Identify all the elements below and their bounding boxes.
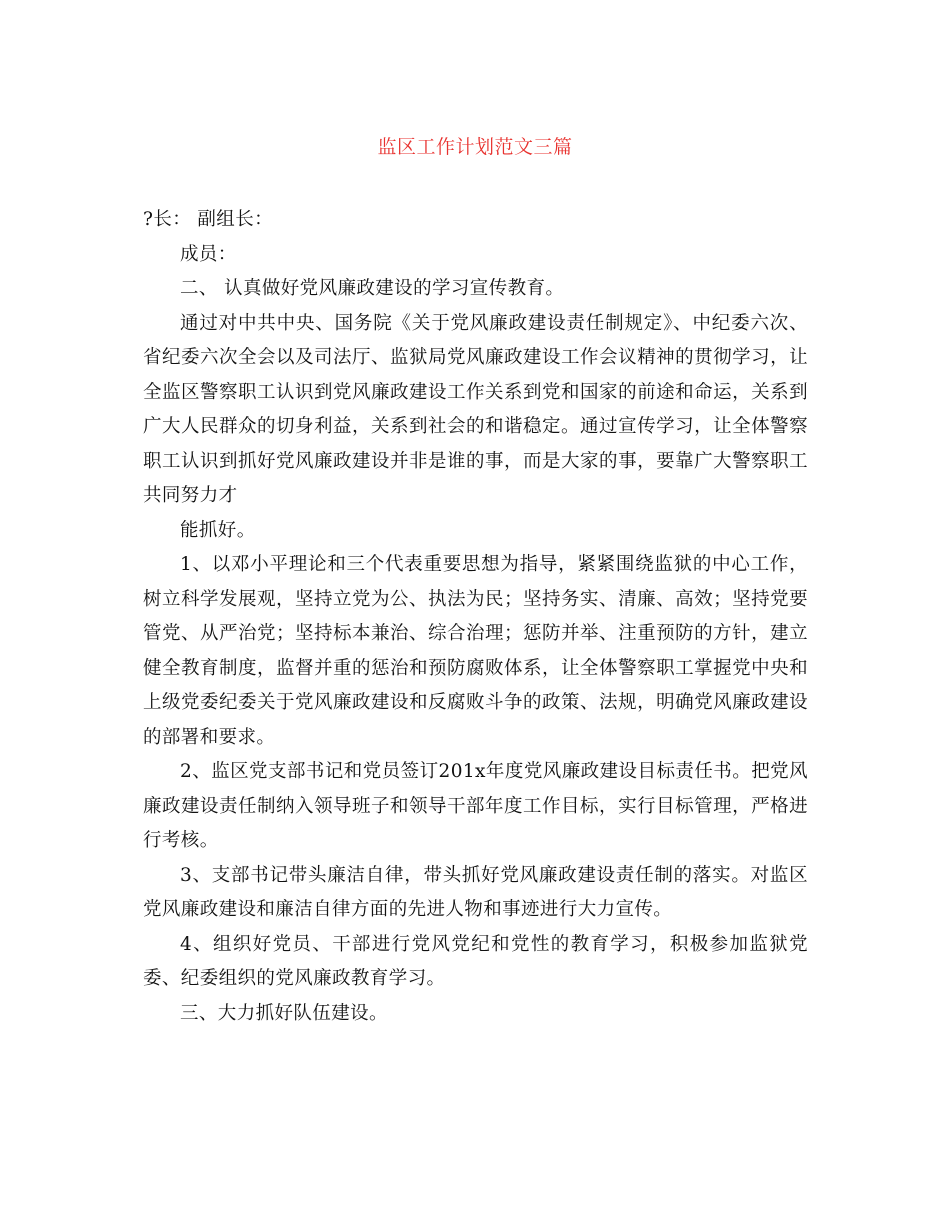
paragraph-leader: ?长： 副组长： xyxy=(143,209,273,230)
document-title: 监区工作计划范文三篇 xyxy=(377,136,573,158)
paragraph-item-1: 1、以邓小平理论和三个代表重要思想为指导，紧紧围绕监狱的中心工作，树立科学发展观，坚持立党为公、执法为民；坚持务实、清廉、高效；坚持党要管党、从严治党；坚持标本兼治、综合治理；惩防并举、注重预防的方针，建立健全教育制度，监督并重的惩治和预防腐败体系，让全体警察职工掌握党中央和上级党委纪委关于党风廉政建设和反腐败斗争的政策、法规，明确党风廉政建设的部署和要求。 xyxy=(143,554,808,748)
paragraph-item-2: 2、监区党支部书记和党员签订201x年度党风廉政建设目标责任书。把党风廉政建设责任制纳入领导班子和领导干部年度工作目标，实行目标管理，严格进行考核。 xyxy=(143,761,808,851)
paragraph-item-3: 3、支部书记带头廉洁自律，带头抓好党风廉政建设责任制的落实。对监区党风廉政建设和廉洁自律方面的先进人物和事迹进行大力宣传。 xyxy=(143,864,808,920)
paragraph-section-two-heading: 二、 认真做好党风廉政建设的学习宣传教育。 xyxy=(180,278,565,299)
document-body xyxy=(143,203,808,1031)
paragraph-section-three-heading: 三、大力抓好队伍建设。 xyxy=(180,1002,388,1024)
paragraph-study-education: 通过对中共中央、国务院《关于党风廉政建设责任制规定》、中纪委六次、省纪委六次全会以及司法厅、监狱局党风廉政建设工作会议精神的贯彻学习，让全监区警察职工认识到党风廉政建设工作关系到党和国家的前途和命运，关系到广大人民群众的切身利益，关系到社会的和谐稳定。通过宣传学习，让全体警察职工认识到抓好党风廉政建设并非是谁的事，而是大家的事，要靠广大警察职工共同努力才 xyxy=(143,312,808,506)
paragraph-continuation: 能抓好。 xyxy=(180,519,256,541)
paragraph-item-4: 4、组织好党员、干部进行党风党纪和党性的教育学习，积极参加监狱党委、纪委组织的党风廉政教育学习。 xyxy=(143,933,808,989)
paragraph-members: 成员： xyxy=(180,243,237,265)
